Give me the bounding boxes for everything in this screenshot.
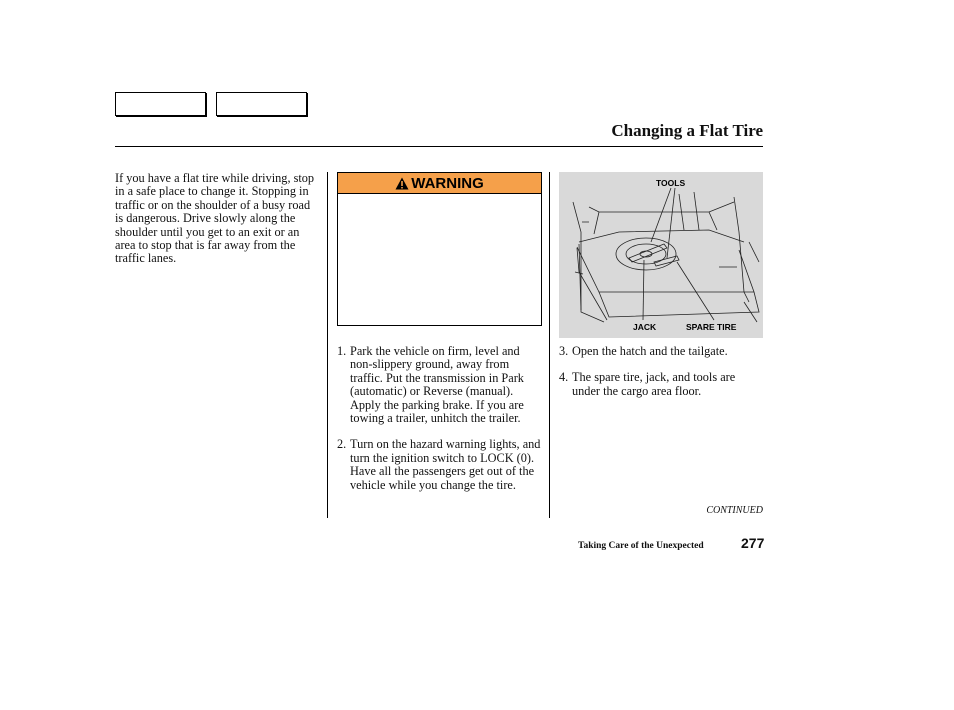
- column-divider-1: [327, 172, 328, 518]
- step-number: 2.: [337, 437, 347, 452]
- footer-section-title: Taking Care of the Unexpected: [578, 541, 704, 551]
- warning-triangle-icon: [395, 177, 409, 190]
- label-tools: TOOLS: [656, 178, 686, 188]
- step-text: The spare tire, jack, and tools are under the cargo area floor.: [572, 370, 736, 398]
- cargo-area-illustration: [559, 172, 763, 338]
- warning-box: [337, 172, 542, 326]
- list-item: [559, 371, 764, 398]
- header-rule: [115, 146, 763, 147]
- intro-paragraph: If you have a flat tire while driving, stop in a safe place to change it. Stopping in traffic or on the shoulder of a busy road is dangerous. Drive slowly along the shoulder until you get to an exit or an area to stop that is far away from the traffic lanes.: [115, 171, 315, 266]
- continued-note: CONTINUED: [706, 505, 763, 516]
- step-text: Park the vehicle on firm, level and non-slippery ground, away from traffic. Put the transmission in Park (automatic) or Reverse (manual). Apply the parking brake. If you are towing a trailer, unhitch the trailer.: [350, 344, 524, 426]
- list-item: [337, 438, 543, 492]
- steps-list-left: [337, 345, 543, 505]
- nav-button-1[interactable]: [115, 92, 206, 116]
- step-number: 3.: [559, 344, 569, 358]
- spare-tire-diagram: [559, 172, 763, 338]
- step-number: 4.: [559, 370, 569, 385]
- label-spare-tire: SPARE TIRE: [686, 322, 737, 332]
- warning-header: [338, 173, 541, 194]
- label-jack: JACK: [633, 322, 657, 332]
- list-item: [559, 345, 764, 358]
- step-text: Open the hatch and the tailgate.: [572, 344, 728, 358]
- list-item: [337, 345, 543, 425]
- steps-list-right: [559, 345, 764, 411]
- page-number: 277: [741, 535, 765, 551]
- page-title: Changing a Flat Tire: [611, 121, 763, 140]
- step-number: 1.: [337, 344, 347, 358]
- column-divider-2: [549, 172, 550, 518]
- step-text: Turn on the hazard warning lights, and turn the ignition switch to LOCK (0). Have all the passengers get out of the vehicle while you change the tire.: [350, 437, 541, 492]
- warning-label: WARNING: [411, 174, 484, 192]
- nav-button-2[interactable]: [216, 92, 307, 116]
